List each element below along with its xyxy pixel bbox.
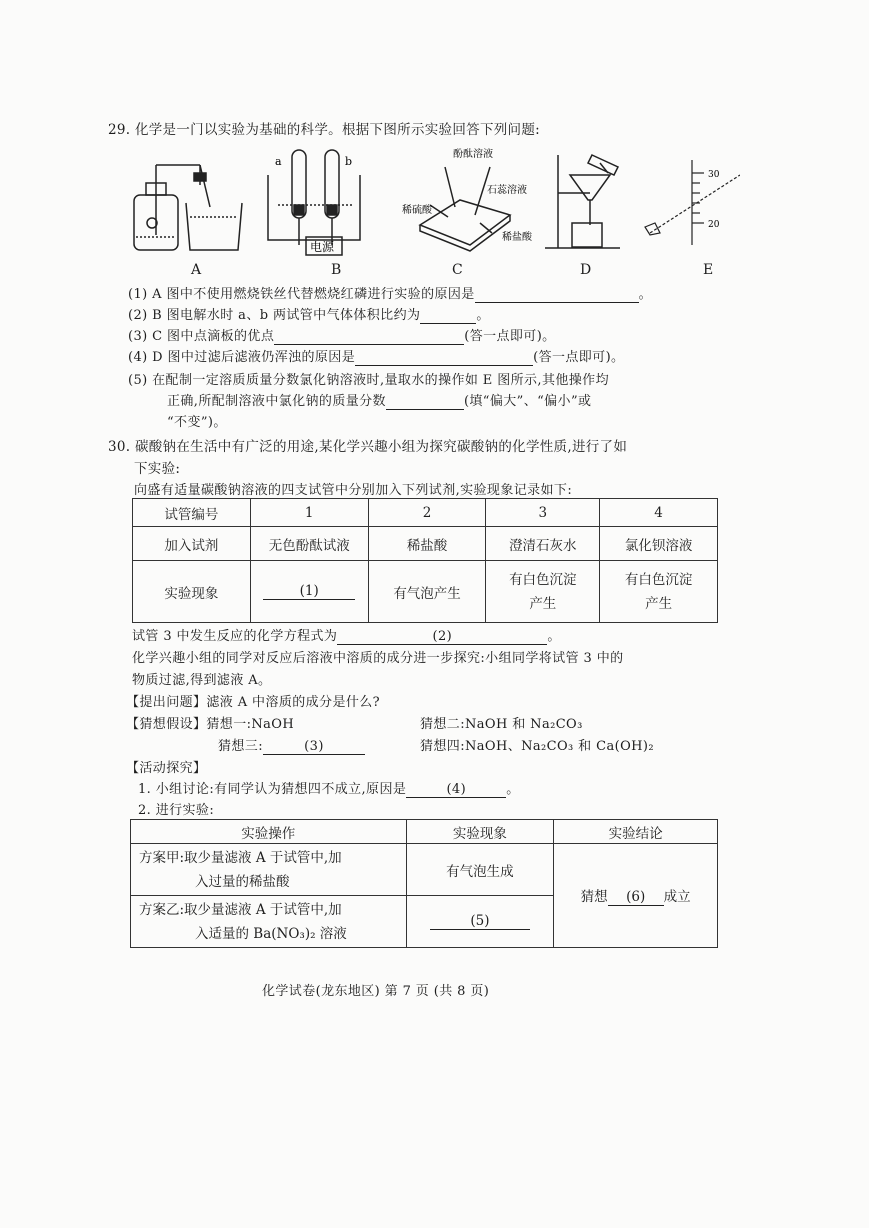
reagent-2: 稀盐酸 bbox=[368, 527, 486, 561]
q30-table-2 bbox=[130, 819, 718, 948]
conclusion-pre: 猜想 bbox=[580, 889, 608, 905]
q29-item-2 bbox=[128, 304, 490, 324]
plan-b-phenomenon-blank[interactable] bbox=[406, 896, 554, 948]
item-1-end: 。 bbox=[638, 287, 653, 302]
q29-item-1 bbox=[128, 283, 652, 303]
discussion-blank-label: (4) bbox=[446, 782, 467, 797]
plan-b-operation bbox=[131, 896, 407, 948]
conclusion-cell bbox=[554, 844, 718, 948]
conclusion-blank[interactable] bbox=[608, 889, 664, 906]
plan-a-operation bbox=[131, 844, 407, 896]
table-1-row-phenomenon bbox=[133, 561, 718, 623]
row-header-number: 试管编号 bbox=[133, 499, 251, 527]
plan-a-line-2: 入过量的稀盐酸 bbox=[195, 873, 290, 890]
table-2-header bbox=[131, 820, 718, 844]
q30-explore-1: 化学兴趣小组的同学对反应后溶液中溶质的成分进一步探究:小组同学将试管 3 中的 bbox=[132, 651, 624, 666]
q29-item-5-line3: “不变”)。 bbox=[167, 415, 227, 430]
phenomenon-4-line-1: 有白色沉淀 bbox=[624, 571, 693, 588]
q30-discussion bbox=[138, 778, 520, 798]
figure-label-b: B bbox=[331, 262, 342, 278]
reagent-4: 氯化钡溶液 bbox=[600, 527, 718, 561]
phenomenon-3 bbox=[486, 561, 600, 623]
reagent-1: 无色酚酞试液 bbox=[250, 527, 368, 561]
equation-blank[interactable] bbox=[337, 629, 547, 645]
power-label: 电源 bbox=[310, 240, 335, 254]
q30-stem-1: 30. 碳酸钠在生活中有广泛的用途,某化学兴趣小组为探究碳酸钠的化学性质,进行了如 bbox=[108, 439, 628, 455]
conclusion-blank-label: (6) bbox=[626, 889, 646, 905]
q30-stem-2: 下实验: bbox=[134, 461, 181, 477]
item-3-text: (3) C 图中点滴板的优点 bbox=[128, 329, 275, 344]
table-1-row-reagent bbox=[133, 527, 718, 561]
phenomenon-1-label: (1) bbox=[263, 583, 355, 600]
equation-text: 试管 3 中发生反应的化学方程式为 bbox=[132, 629, 338, 644]
row-header-phenomenon: 实验现象 bbox=[133, 561, 251, 623]
plan-b-line-1: 方案乙:取少量滤液 A 于试管中,加 bbox=[139, 901, 342, 918]
item-2-end: 。 bbox=[476, 308, 490, 323]
q30-equation bbox=[132, 625, 561, 645]
q29-item-5-line1: (5) 在配制一定溶质质量分数氯化钠溶液时,量取水的操作如 E 图所示,其他操作均 bbox=[128, 373, 609, 388]
figure-label-d: D bbox=[580, 262, 592, 278]
q29-item-4 bbox=[128, 346, 624, 366]
item-5-text: 正确,所配制溶液中氯化钠的质量分数 bbox=[167, 394, 386, 409]
q30-intro: 向盛有适量碳酸钠溶液的四支试管中分别加入下列试剂,实验现象记录如下: bbox=[134, 483, 573, 498]
conclusion-end: 成立 bbox=[663, 889, 691, 905]
table-1-row-number bbox=[133, 499, 718, 527]
plan-b-phenomenon-label: (5) bbox=[430, 913, 530, 930]
tube-number-1: 1 bbox=[250, 499, 368, 527]
litmus-label: 石蕊溶液 bbox=[487, 185, 527, 196]
q29-item-5-line2 bbox=[167, 390, 591, 410]
figure-label-c: C bbox=[452, 262, 463, 278]
phenomenon-3-line-2: 产生 bbox=[529, 595, 557, 612]
phenomenon-3-line-1: 有白色沉淀 bbox=[509, 571, 577, 588]
plan-b-line-2: 入适量的 Ba(NO₃)₂ 溶液 bbox=[195, 925, 347, 942]
cylinder-20: 20 bbox=[708, 220, 720, 230]
equation-end: 。 bbox=[547, 629, 561, 644]
q29-figures bbox=[120, 145, 740, 257]
q30-step-2: 2. 进行实验: bbox=[138, 803, 215, 818]
tube-number-2: 2 bbox=[368, 499, 486, 527]
item-5-answer-blank[interactable] bbox=[386, 394, 464, 410]
q30-explore-2: 物质过滤,得到滤液 A。 bbox=[132, 673, 272, 688]
figure-d-apparatus bbox=[545, 155, 620, 248]
phenomenon-4-line-2: 产生 bbox=[645, 595, 673, 612]
dilute-hcl-label: 稀盐酸 bbox=[502, 232, 532, 243]
header-conclusion: 实验结论 bbox=[554, 820, 718, 844]
figure-c-apparatus bbox=[420, 167, 510, 251]
q30-hypothesis-1: 【猜想假设】猜想一:NaOH bbox=[126, 717, 295, 732]
item-1-text: (1) A 图中不使用燃烧铁丝代替燃烧红磷进行实验的原因是 bbox=[128, 287, 475, 302]
tube-a-label: a bbox=[275, 155, 282, 168]
tube-b-label: b bbox=[345, 155, 353, 168]
discussion-end: 。 bbox=[506, 782, 520, 797]
tube-number-3: 3 bbox=[486, 499, 600, 527]
item-5-hint: (填“偏大”、“偏小”或 bbox=[463, 394, 592, 409]
q29-item-3 bbox=[128, 325, 556, 345]
item-1-answer-blank[interactable] bbox=[475, 287, 639, 303]
reagent-3: 澄清石灰水 bbox=[486, 527, 600, 561]
q30-table-1 bbox=[132, 498, 718, 623]
item-2-text: (2) B 图电解水时 a、b 两试管中气体体积比约为 bbox=[128, 308, 421, 323]
item-4-end: (答一点即可)。 bbox=[533, 350, 625, 365]
hypothesis-3-blank[interactable] bbox=[263, 739, 365, 755]
q30-problem: 【提出问题】滤液 A 中溶质的成分是什么? bbox=[126, 695, 381, 710]
item-4-answer-blank[interactable] bbox=[355, 350, 533, 366]
figure-e-apparatus bbox=[645, 160, 740, 245]
q30-hypothesis-2: 猜想二:NaOH 和 Na₂CO₃ bbox=[420, 717, 583, 732]
header-operation: 实验操作 bbox=[131, 820, 407, 844]
table-2-row-a bbox=[131, 844, 718, 896]
discussion-blank[interactable] bbox=[406, 782, 506, 798]
q30-hypothesis-3 bbox=[218, 735, 365, 755]
item-3-end: (答一点即可)。 bbox=[464, 329, 556, 344]
item-2-answer-blank[interactable] bbox=[420, 308, 476, 324]
dilute-sulfuric-label: 稀硫酸 bbox=[402, 205, 432, 216]
q29-stem: 29. 化学是一门以实验为基础的科学。根据下图所示实验回答下列问题: bbox=[108, 122, 541, 138]
figure-a-apparatus bbox=[134, 165, 242, 250]
hypothesis-3-blank-label: (3) bbox=[304, 739, 324, 754]
hypothesis-3-text: 猜想三: bbox=[218, 739, 263, 754]
item-4-text: (4) D 图中过滤后滤液仍浑浊的原因是 bbox=[128, 350, 356, 365]
phenolphthalein-label: 酚酞溶液 bbox=[453, 149, 493, 160]
item-3-answer-blank[interactable] bbox=[274, 329, 464, 345]
plan-a-line-1: 方案甲:取少量滤液 A 于试管中,加 bbox=[139, 849, 342, 866]
q30-hypothesis-4: 猜想四:NaOH、Na₂CO₃ 和 Ca(OH)₂ bbox=[420, 739, 654, 754]
figure-label-a: A bbox=[191, 262, 202, 278]
figure-label-e: E bbox=[703, 262, 714, 278]
equation-blank-label: (2) bbox=[432, 629, 453, 644]
q30-activity: 【活动探究】 bbox=[126, 761, 207, 776]
phenomenon-4 bbox=[600, 561, 718, 623]
cylinder-30: 30 bbox=[708, 170, 720, 180]
row-header-reagent: 加入试剂 bbox=[133, 527, 251, 561]
phenomenon-1-blank[interactable] bbox=[250, 561, 368, 623]
phenomenon-2: 有气泡产生 bbox=[368, 561, 486, 623]
plan-a-phenomenon: 有气泡生成 bbox=[406, 844, 554, 896]
discussion-text: 1. 小组讨论:有同学认为猜想四不成立,原因是 bbox=[138, 782, 407, 797]
page-footer: 化学试卷(龙东地区) 第 7 页 (共 8 页) bbox=[262, 984, 490, 999]
tube-number-4: 4 bbox=[600, 499, 718, 527]
header-phenomenon: 实验现象 bbox=[406, 820, 554, 844]
